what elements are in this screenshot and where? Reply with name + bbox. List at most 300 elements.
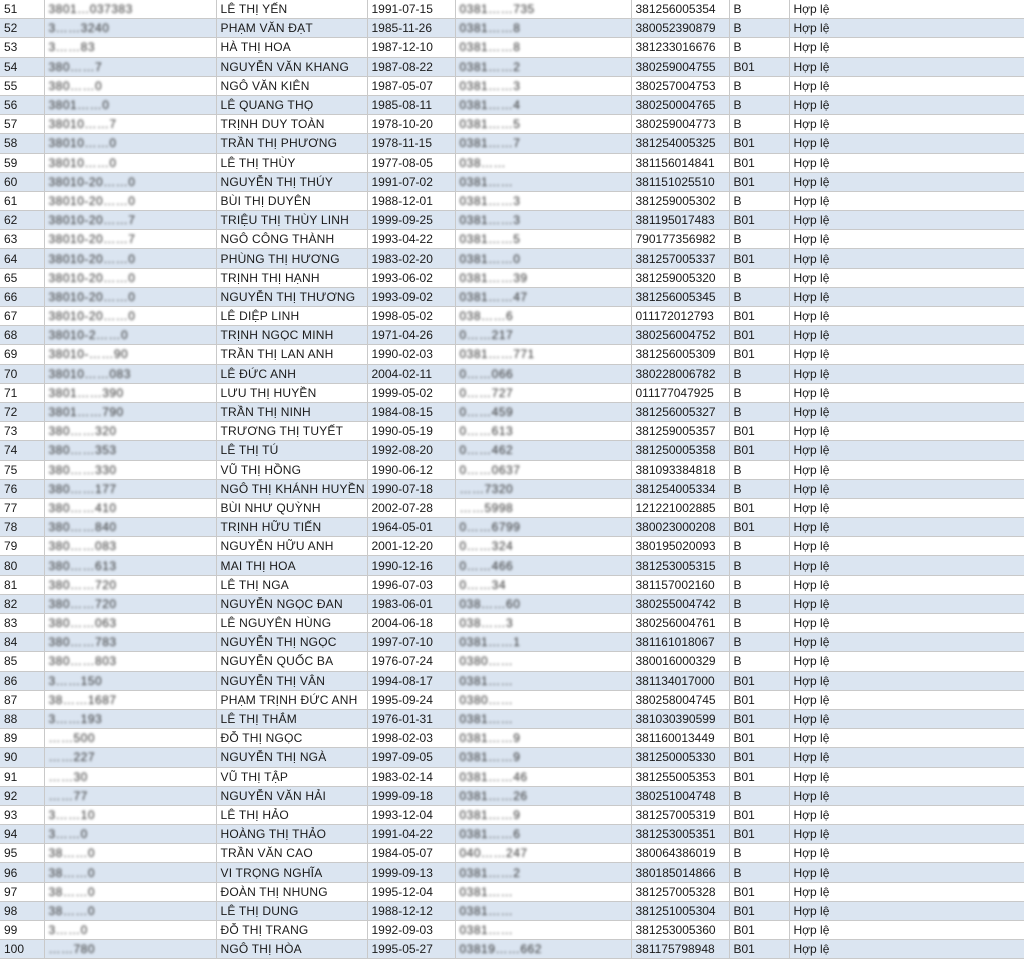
license-class-cell[interactable] [729, 191, 789, 210]
full-name-cell[interactable] [216, 805, 367, 824]
license-class-cell[interactable] [729, 729, 789, 748]
date-of-birth-cell[interactable] [367, 748, 455, 767]
id-number-cell[interactable] [631, 614, 729, 633]
full-name-cell[interactable] [216, 249, 367, 268]
date-of-birth-cell[interactable] [367, 537, 455, 556]
row-number-cell[interactable] [0, 268, 44, 287]
id-number-cell[interactable] [631, 652, 729, 671]
record-code-cell[interactable] [44, 19, 216, 38]
record-code-cell[interactable] [44, 652, 216, 671]
row-number-cell[interactable] [0, 921, 44, 940]
full-name-cell[interactable] [216, 652, 367, 671]
row-number-cell[interactable] [0, 134, 44, 153]
license-class-cell[interactable] [729, 307, 789, 326]
full-name-cell[interactable] [216, 575, 367, 594]
table-row[interactable] [0, 38, 1024, 57]
full-name-cell[interactable] [216, 901, 367, 920]
table-row[interactable] [0, 575, 1024, 594]
row-number-cell[interactable] [0, 690, 44, 709]
date-of-birth-cell[interactable] [367, 825, 455, 844]
phone-number-cell[interactable] [455, 268, 631, 287]
license-class-cell[interactable] [729, 882, 789, 901]
date-of-birth-cell[interactable] [367, 575, 455, 594]
row-number-cell[interactable] [0, 671, 44, 690]
row-number-cell[interactable] [0, 287, 44, 306]
phone-number-cell[interactable] [455, 460, 631, 479]
phone-number-cell[interactable] [455, 153, 631, 172]
license-class-cell[interactable] [729, 153, 789, 172]
table-row[interactable] [0, 287, 1024, 306]
record-code-cell[interactable] [44, 345, 216, 364]
full-name-cell[interactable] [216, 921, 367, 940]
id-number-cell[interactable] [631, 38, 729, 57]
id-number-cell[interactable] [631, 19, 729, 38]
license-class-cell[interactable] [729, 249, 789, 268]
record-code-cell[interactable] [44, 172, 216, 191]
date-of-birth-cell[interactable] [367, 76, 455, 95]
table-row[interactable] [0, 422, 1024, 441]
table-row[interactable] [0, 709, 1024, 728]
id-number-cell[interactable] [631, 402, 729, 421]
license-class-cell[interactable] [729, 537, 789, 556]
id-number-cell[interactable] [631, 249, 729, 268]
id-number-cell[interactable] [631, 825, 729, 844]
license-class-cell[interactable] [729, 460, 789, 479]
status-cell[interactable] [789, 326, 1024, 345]
date-of-birth-cell[interactable] [367, 211, 455, 230]
id-number-cell[interactable] [631, 76, 729, 95]
full-name-cell[interactable] [216, 422, 367, 441]
row-number-cell[interactable] [0, 441, 44, 460]
row-number-cell[interactable] [0, 556, 44, 575]
status-cell[interactable] [789, 134, 1024, 153]
full-name-cell[interactable] [216, 326, 367, 345]
table-row[interactable] [0, 307, 1024, 326]
date-of-birth-cell[interactable] [367, 172, 455, 191]
full-name-cell[interactable] [216, 19, 367, 38]
record-code-cell[interactable] [44, 767, 216, 786]
record-code-cell[interactable] [44, 230, 216, 249]
id-number-cell[interactable] [631, 921, 729, 940]
phone-number-cell[interactable] [455, 709, 631, 728]
full-name-cell[interactable] [216, 882, 367, 901]
table-row[interactable] [0, 537, 1024, 556]
status-cell[interactable] [789, 211, 1024, 230]
id-number-cell[interactable] [631, 191, 729, 210]
row-number-cell[interactable] [0, 633, 44, 652]
phone-number-cell[interactable] [455, 921, 631, 940]
table-row[interactable] [0, 57, 1024, 76]
license-class-cell[interactable] [729, 652, 789, 671]
phone-number-cell[interactable] [455, 402, 631, 421]
phone-number-cell[interactable] [455, 825, 631, 844]
id-number-cell[interactable] [631, 882, 729, 901]
status-cell[interactable] [789, 441, 1024, 460]
row-number-cell[interactable] [0, 767, 44, 786]
date-of-birth-cell[interactable] [367, 556, 455, 575]
table-row[interactable] [0, 172, 1024, 191]
full-name-cell[interactable] [216, 844, 367, 863]
phone-number-cell[interactable] [455, 115, 631, 134]
license-class-cell[interactable] [729, 326, 789, 345]
license-class-cell[interactable] [729, 76, 789, 95]
id-number-cell[interactable] [631, 268, 729, 287]
record-code-cell[interactable] [44, 786, 216, 805]
record-code-cell[interactable] [44, 614, 216, 633]
phone-number-cell[interactable] [455, 575, 631, 594]
id-number-cell[interactable] [631, 326, 729, 345]
row-number-cell[interactable] [0, 825, 44, 844]
table-row[interactable] [0, 249, 1024, 268]
license-class-cell[interactable] [729, 441, 789, 460]
full-name-cell[interactable] [216, 556, 367, 575]
id-number-cell[interactable] [631, 364, 729, 383]
date-of-birth-cell[interactable] [367, 479, 455, 498]
table-row[interactable] [0, 882, 1024, 901]
date-of-birth-cell[interactable] [367, 402, 455, 421]
record-code-cell[interactable] [44, 882, 216, 901]
status-cell[interactable] [789, 76, 1024, 95]
id-number-cell[interactable] [631, 153, 729, 172]
date-of-birth-cell[interactable] [367, 287, 455, 306]
table-row[interactable] [0, 364, 1024, 383]
table-row[interactable] [0, 671, 1024, 690]
full-name-cell[interactable] [216, 690, 367, 709]
table-row[interactable] [0, 498, 1024, 517]
license-class-cell[interactable] [729, 345, 789, 364]
record-code-cell[interactable] [44, 498, 216, 517]
phone-number-cell[interactable] [455, 748, 631, 767]
row-number-cell[interactable] [0, 594, 44, 613]
full-name-cell[interactable] [216, 748, 367, 767]
license-class-cell[interactable] [729, 19, 789, 38]
date-of-birth-cell[interactable] [367, 441, 455, 460]
date-of-birth-cell[interactable] [367, 115, 455, 134]
phone-number-cell[interactable] [455, 614, 631, 633]
date-of-birth-cell[interactable] [367, 614, 455, 633]
status-cell[interactable] [789, 901, 1024, 920]
id-number-cell[interactable] [631, 901, 729, 920]
phone-number-cell[interactable] [455, 594, 631, 613]
phone-number-cell[interactable] [455, 19, 631, 38]
id-number-cell[interactable] [631, 134, 729, 153]
full-name-cell[interactable] [216, 709, 367, 728]
record-code-cell[interactable] [44, 537, 216, 556]
row-number-cell[interactable] [0, 479, 44, 498]
record-code-cell[interactable] [44, 690, 216, 709]
record-code-cell[interactable] [44, 307, 216, 326]
full-name-cell[interactable] [216, 537, 367, 556]
row-number-cell[interactable] [0, 230, 44, 249]
id-number-cell[interactable] [631, 556, 729, 575]
license-class-cell[interactable] [729, 690, 789, 709]
status-cell[interactable] [789, 537, 1024, 556]
phone-number-cell[interactable] [455, 422, 631, 441]
record-code-cell[interactable] [44, 825, 216, 844]
full-name-cell[interactable] [216, 518, 367, 537]
table-row[interactable] [0, 748, 1024, 767]
phone-number-cell[interactable] [455, 95, 631, 114]
full-name-cell[interactable] [216, 76, 367, 95]
date-of-birth-cell[interactable] [367, 19, 455, 38]
license-class-cell[interactable] [729, 767, 789, 786]
record-code-cell[interactable] [44, 633, 216, 652]
record-code-cell[interactable] [44, 38, 216, 57]
id-number-cell[interactable] [631, 633, 729, 652]
record-code-cell[interactable] [44, 901, 216, 920]
full-name-cell[interactable] [216, 57, 367, 76]
table-row[interactable] [0, 556, 1024, 575]
license-class-cell[interactable] [729, 383, 789, 402]
table-row[interactable] [0, 921, 1024, 940]
full-name-cell[interactable] [216, 95, 367, 114]
table-row[interactable] [0, 268, 1024, 287]
full-name-cell[interactable] [216, 191, 367, 210]
date-of-birth-cell[interactable] [367, 345, 455, 364]
row-number-cell[interactable] [0, 786, 44, 805]
license-class-cell[interactable] [729, 211, 789, 230]
row-number-cell[interactable] [0, 940, 44, 959]
id-number-cell[interactable] [631, 441, 729, 460]
license-class-cell[interactable] [729, 172, 789, 191]
id-number-cell[interactable] [631, 307, 729, 326]
id-number-cell[interactable] [631, 230, 729, 249]
status-cell[interactable] [789, 172, 1024, 191]
date-of-birth-cell[interactable] [367, 652, 455, 671]
license-class-cell[interactable] [729, 268, 789, 287]
table-row[interactable] [0, 767, 1024, 786]
status-cell[interactable] [789, 575, 1024, 594]
phone-number-cell[interactable] [455, 249, 631, 268]
full-name-cell[interactable] [216, 786, 367, 805]
phone-number-cell[interactable] [455, 690, 631, 709]
license-class-cell[interactable] [729, 633, 789, 652]
id-number-cell[interactable] [631, 172, 729, 191]
row-number-cell[interactable] [0, 383, 44, 402]
date-of-birth-cell[interactable] [367, 805, 455, 824]
row-number-cell[interactable] [0, 901, 44, 920]
id-number-cell[interactable] [631, 287, 729, 306]
record-code-cell[interactable] [44, 460, 216, 479]
status-cell[interactable] [789, 652, 1024, 671]
id-number-cell[interactable] [631, 345, 729, 364]
record-code-cell[interactable] [44, 134, 216, 153]
date-of-birth-cell[interactable] [367, 0, 455, 19]
id-number-cell[interactable] [631, 767, 729, 786]
status-cell[interactable] [789, 844, 1024, 863]
date-of-birth-cell[interactable] [367, 38, 455, 57]
record-code-cell[interactable] [44, 748, 216, 767]
record-code-cell[interactable] [44, 0, 216, 19]
phone-number-cell[interactable] [455, 441, 631, 460]
license-class-cell[interactable] [729, 671, 789, 690]
phone-number-cell[interactable] [455, 882, 631, 901]
status-cell[interactable] [789, 767, 1024, 786]
id-number-cell[interactable] [631, 748, 729, 767]
id-number-cell[interactable] [631, 518, 729, 537]
row-number-cell[interactable] [0, 748, 44, 767]
license-class-cell[interactable] [729, 805, 789, 824]
license-class-cell[interactable] [729, 230, 789, 249]
table-row[interactable] [0, 594, 1024, 613]
full-name-cell[interactable] [216, 671, 367, 690]
row-number-cell[interactable] [0, 115, 44, 134]
row-number-cell[interactable] [0, 364, 44, 383]
row-number-cell[interactable] [0, 249, 44, 268]
record-code-cell[interactable] [44, 402, 216, 421]
id-number-cell[interactable] [631, 57, 729, 76]
id-number-cell[interactable] [631, 460, 729, 479]
full-name-cell[interactable] [216, 729, 367, 748]
id-number-cell[interactable] [631, 211, 729, 230]
record-code-cell[interactable] [44, 479, 216, 498]
status-cell[interactable] [789, 191, 1024, 210]
full-name-cell[interactable] [216, 345, 367, 364]
record-code-cell[interactable] [44, 729, 216, 748]
date-of-birth-cell[interactable] [367, 921, 455, 940]
table-row[interactable] [0, 211, 1024, 230]
license-class-cell[interactable] [729, 57, 789, 76]
table-row[interactable] [0, 729, 1024, 748]
date-of-birth-cell[interactable] [367, 901, 455, 920]
phone-number-cell[interactable] [455, 671, 631, 690]
status-cell[interactable] [789, 518, 1024, 537]
full-name-cell[interactable] [216, 230, 367, 249]
status-cell[interactable] [789, 383, 1024, 402]
license-class-cell[interactable] [729, 844, 789, 863]
status-cell[interactable] [789, 115, 1024, 134]
license-class-cell[interactable] [729, 498, 789, 517]
full-name-cell[interactable] [216, 172, 367, 191]
id-number-cell[interactable] [631, 479, 729, 498]
status-cell[interactable] [789, 863, 1024, 882]
full-name-cell[interactable] [216, 498, 367, 517]
row-number-cell[interactable] [0, 863, 44, 882]
id-number-cell[interactable] [631, 537, 729, 556]
record-code-cell[interactable] [44, 844, 216, 863]
status-cell[interactable] [789, 268, 1024, 287]
record-code-cell[interactable] [44, 863, 216, 882]
license-class-cell[interactable] [729, 518, 789, 537]
status-cell[interactable] [789, 921, 1024, 940]
phone-number-cell[interactable] [455, 498, 631, 517]
row-number-cell[interactable] [0, 805, 44, 824]
full-name-cell[interactable] [216, 633, 367, 652]
status-cell[interactable] [789, 882, 1024, 901]
phone-number-cell[interactable] [455, 537, 631, 556]
status-cell[interactable] [789, 594, 1024, 613]
license-class-cell[interactable] [729, 115, 789, 134]
record-code-cell[interactable] [44, 709, 216, 728]
table-row[interactable] [0, 402, 1024, 421]
status-cell[interactable] [789, 748, 1024, 767]
date-of-birth-cell[interactable] [367, 364, 455, 383]
row-number-cell[interactable] [0, 402, 44, 421]
row-number-cell[interactable] [0, 76, 44, 95]
phone-number-cell[interactable] [455, 345, 631, 364]
phone-number-cell[interactable] [455, 479, 631, 498]
date-of-birth-cell[interactable] [367, 671, 455, 690]
row-number-cell[interactable] [0, 345, 44, 364]
record-code-cell[interactable] [44, 422, 216, 441]
row-number-cell[interactable] [0, 652, 44, 671]
date-of-birth-cell[interactable] [367, 863, 455, 882]
date-of-birth-cell[interactable] [367, 191, 455, 210]
row-number-cell[interactable] [0, 0, 44, 19]
full-name-cell[interactable] [216, 115, 367, 134]
license-class-cell[interactable] [729, 594, 789, 613]
id-number-cell[interactable] [631, 690, 729, 709]
phone-number-cell[interactable] [455, 556, 631, 575]
date-of-birth-cell[interactable] [367, 940, 455, 959]
record-code-cell[interactable] [44, 211, 216, 230]
phone-number-cell[interactable] [455, 287, 631, 306]
date-of-birth-cell[interactable] [367, 882, 455, 901]
phone-number-cell[interactable] [455, 940, 631, 959]
date-of-birth-cell[interactable] [367, 307, 455, 326]
date-of-birth-cell[interactable] [367, 786, 455, 805]
date-of-birth-cell[interactable] [367, 57, 455, 76]
license-class-cell[interactable] [729, 614, 789, 633]
row-number-cell[interactable] [0, 729, 44, 748]
phone-number-cell[interactable] [455, 38, 631, 57]
date-of-birth-cell[interactable] [367, 134, 455, 153]
date-of-birth-cell[interactable] [367, 690, 455, 709]
license-class-cell[interactable] [729, 38, 789, 57]
full-name-cell[interactable] [216, 614, 367, 633]
license-class-cell[interactable] [729, 479, 789, 498]
license-class-cell[interactable] [729, 556, 789, 575]
table-row[interactable] [0, 863, 1024, 882]
date-of-birth-cell[interactable] [367, 594, 455, 613]
row-number-cell[interactable] [0, 882, 44, 901]
status-cell[interactable] [789, 287, 1024, 306]
record-code-cell[interactable] [44, 556, 216, 575]
row-number-cell[interactable] [0, 38, 44, 57]
record-code-cell[interactable] [44, 326, 216, 345]
table-row[interactable] [0, 633, 1024, 652]
id-number-cell[interactable] [631, 498, 729, 517]
full-name-cell[interactable] [216, 153, 367, 172]
id-number-cell[interactable] [631, 940, 729, 959]
id-number-cell[interactable] [631, 422, 729, 441]
id-number-cell[interactable] [631, 383, 729, 402]
phone-number-cell[interactable] [455, 211, 631, 230]
table-row[interactable] [0, 901, 1024, 920]
record-code-cell[interactable] [44, 940, 216, 959]
row-number-cell[interactable] [0, 19, 44, 38]
record-code-cell[interactable] [44, 921, 216, 940]
row-number-cell[interactable] [0, 191, 44, 210]
date-of-birth-cell[interactable] [367, 729, 455, 748]
license-class-cell[interactable] [729, 709, 789, 728]
phone-number-cell[interactable] [455, 652, 631, 671]
status-cell[interactable] [789, 38, 1024, 57]
full-name-cell[interactable] [216, 441, 367, 460]
full-name-cell[interactable] [216, 287, 367, 306]
status-cell[interactable] [789, 805, 1024, 824]
license-class-cell[interactable] [729, 0, 789, 19]
date-of-birth-cell[interactable] [367, 498, 455, 517]
phone-number-cell[interactable] [455, 307, 631, 326]
table-row[interactable] [0, 940, 1024, 959]
row-number-cell[interactable] [0, 172, 44, 191]
record-code-cell[interactable] [44, 364, 216, 383]
table-row[interactable] [0, 441, 1024, 460]
status-cell[interactable] [789, 786, 1024, 805]
license-class-cell[interactable] [729, 901, 789, 920]
full-name-cell[interactable] [216, 211, 367, 230]
